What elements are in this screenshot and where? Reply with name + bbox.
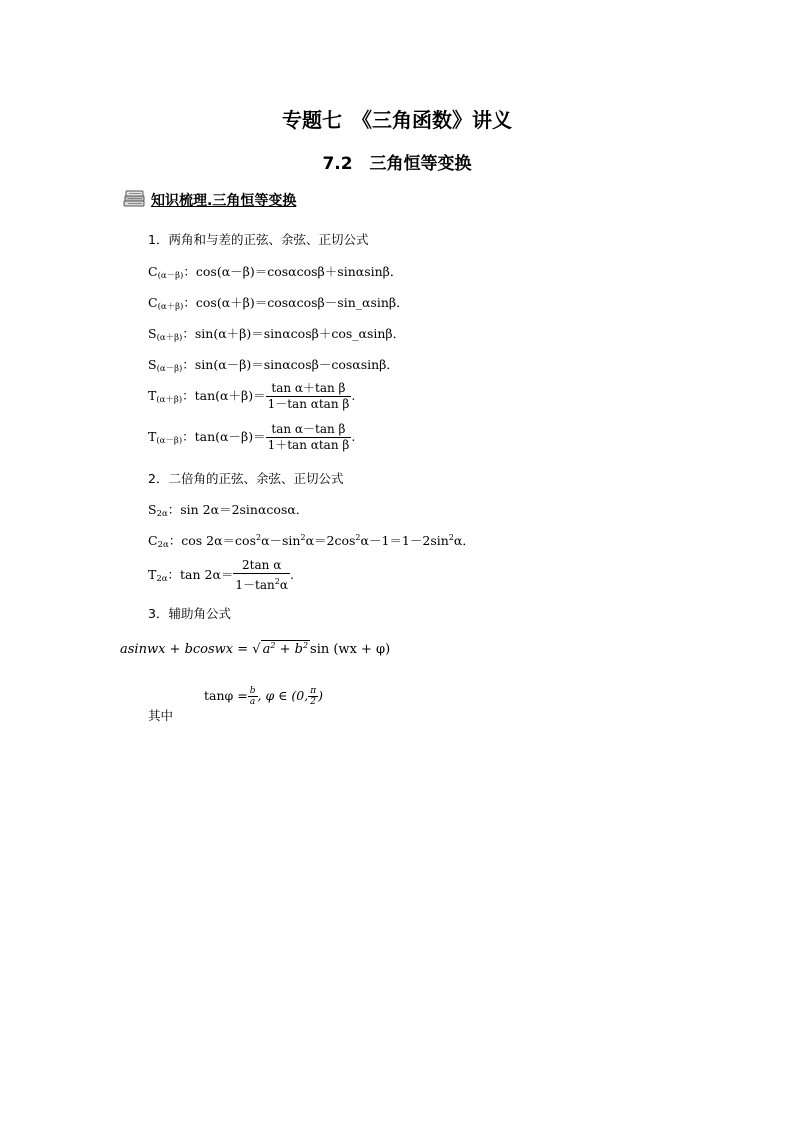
tan-minus-numerator: tan α－tan β: [266, 422, 352, 438]
formula-cos-minus: $C_{(\alpha-\beta)}$：cos(α－β)＝cosαcosβ＋sinαsinβ．: [148, 264, 403, 281]
tan-plus-denominator: 1－tan αtan β: [267, 397, 350, 411]
formula-tan-minus: $T_{(\alpha-\beta)}$：tan(α－β)＝ $\frac{\text{tan α－tan β}}{\text{1＋tan αtan β}}$ .: [148, 422, 356, 452]
formula-auxiliary-angle: asinwx + bcoswx = √ $a^2 + b^2$ sin (wx + φ): [120, 641, 391, 657]
formula-auxiliary-condition: tanφ = $\frac{b}{a}$ , φ ∈ (0, $\frac{\pi}{2}$ ): [204, 686, 324, 707]
books-icon: [122, 188, 146, 212]
formula-sin-plus: $S_{(\alpha+\beta)}$：sin(α＋β)＝sinαcosβ＋cos_αsinβ．: [148, 326, 406, 343]
page-title: 专题七 《三角函数》讲义: [282, 108, 512, 132]
heading-auxiliary-angle: 3．辅助角公式: [148, 606, 231, 621]
formula-tan-double: $T_{2\alpha}$：tan 2α＝ $\frac{\text{2tan α}}{1-\tan^2\alpha}$ .: [148, 558, 294, 592]
where-label: 其中: [148, 708, 174, 723]
section-heading: [122, 188, 296, 212]
tan-double-numerator: 2tan α: [233, 558, 290, 574]
formula-cos-plus: $C_{(\alpha+\beta)}$：cos(α＋β)＝cosαcosβ－sin_αsinβ．: [148, 295, 409, 312]
page-subtitle: 7.2 三角恒等变换: [322, 154, 472, 174]
tan-double-denominator: $1-\tan^2\alpha$: [235, 577, 288, 592]
formula-cos-double: $C_{2\alpha}$：$\cos 2\alpha=\cos^2\alpha-\sin^2\alpha=2\cos^2\alpha-1=1-2\sin^2\alpha$．: [148, 533, 475, 550]
tan-minus-denominator: 1＋tan αtan β: [267, 438, 350, 452]
formula-sin-double: $S_{2\alpha}$：sin 2α＝2sinαcosα．: [148, 502, 309, 519]
formula-tan-plus: $T_{(\alpha+\beta)}$：tan(α＋β)＝ $\frac{\text{tan α＋tan β}}{\text{1－tan αtan β}}$ .: [148, 381, 356, 411]
heading-sum-difference: 1．两角和与差的正弦、余弦、正切公式: [148, 232, 369, 247]
formula-sin-minus: $S_{(\alpha-\beta)}$：sin(α－β)＝sinαcosβ－cosαsinβ．: [148, 357, 399, 374]
section-label: 知识梳理.三角恒等变换: [151, 193, 297, 209]
tan-plus-numerator: tan α＋tan β: [266, 381, 352, 397]
heading-double-angle: 2．二倍角的正弦、余弦、正切公式: [148, 471, 344, 486]
